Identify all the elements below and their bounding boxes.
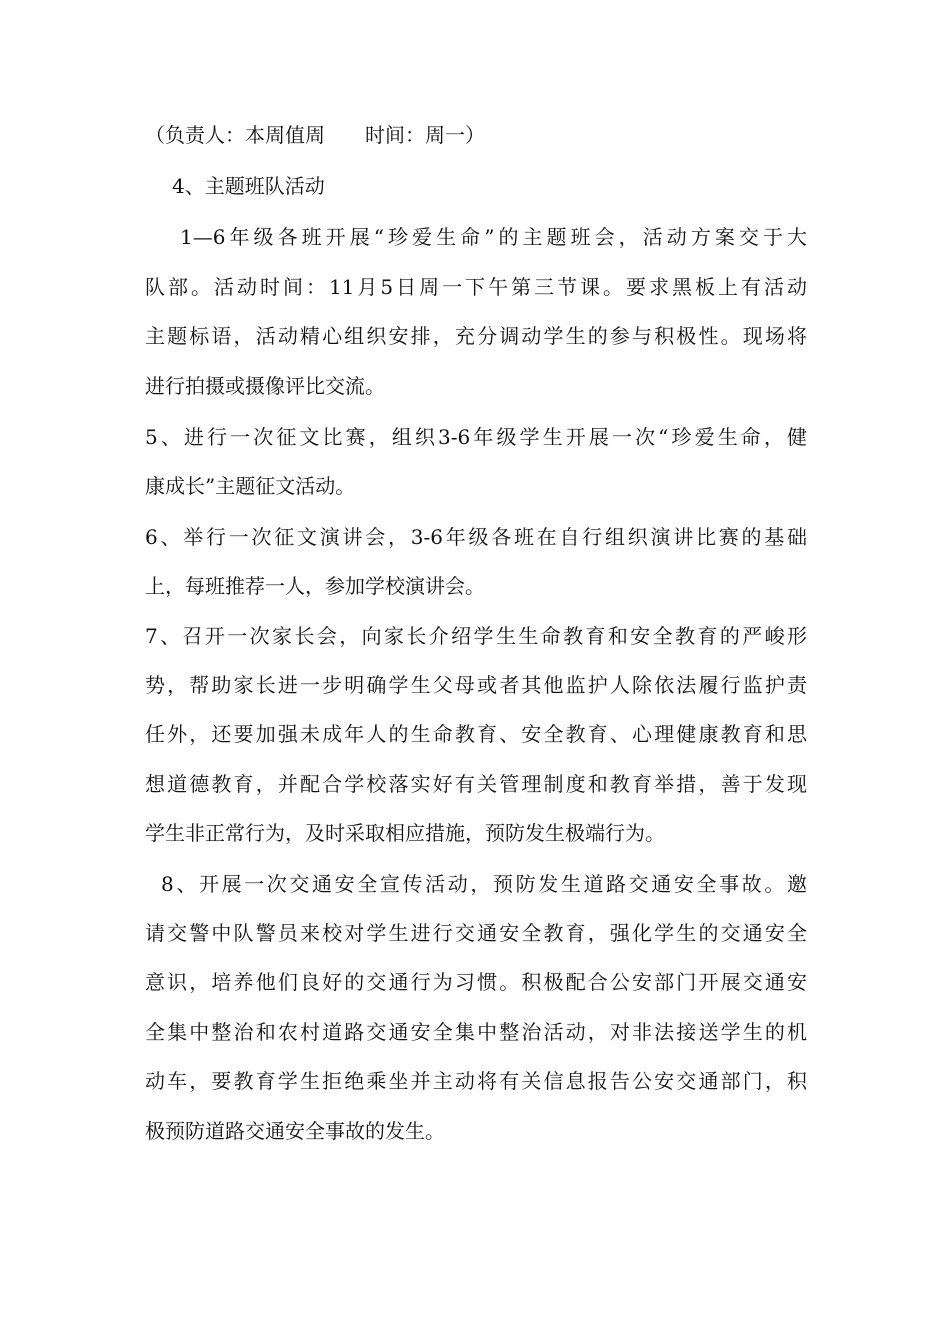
paragraph-8-line-1: 8、开展一次交通安全宣传活动，预防发生道路交通安全事故。邀	[161, 872, 807, 896]
section-heading-4: 4、主题班队活动	[172, 174, 325, 198]
paragraph-4-line-1: 1—6年级各班开展“珍爱生命”的主题班会，活动方案交于大	[180, 225, 807, 249]
paragraph-7-line-4: 想道德教育，并配合学校落实好有关管理制度和教育举措，善于发现	[145, 772, 807, 796]
paragraph-8-line-5: 动车，要教育学生拒绝乘坐并主动将有关信息报告公安交通部门，积	[145, 1069, 807, 1093]
paragraph-7-line-5: 学生非正常行为，及时采取相应措施，预防发生极端行为。	[145, 821, 665, 845]
paragraph-8-line-4: 全集中整治和农村道路交通安全集中整治活动，对非法接送学生的机	[145, 1020, 807, 1044]
paragraph-8-line-2: 请交警中队警员来校对学生进行交通安全教育，强化学生的交通安全	[145, 921, 807, 945]
paragraph-7-line-3: 任外，还要加强未成年人的生命教育、安全教育、心理健康教育和思	[145, 722, 807, 746]
paragraph-8-line-3: 意识，培养他们良好的交通行为习惯。积极配合公安部门开展交通安	[145, 970, 807, 994]
paragraph-7-line-2: 势，帮助家长进一步明确学生父母或者其他监护人除依法履行监护责	[145, 673, 807, 697]
paragraph-5-line-2: 康成长”主题征文活动。	[145, 474, 356, 498]
paragraph-4-line-2: 队部。活动时间：11月5日周一下午第三节课。要求黑板上有活动	[145, 275, 807, 299]
paragraph-4-line-4: 进行拍摄或摄像评比交流。	[145, 374, 385, 398]
paragraph-6-line-2: 上，每班推荐一人，参加学校演讲会。	[145, 574, 485, 598]
paragraph-4-line-3: 主题标语，活动精心组织安排，充分调动学生的参与积极性。现场将	[145, 324, 807, 348]
paragraph-7-line-1: 7、召开一次家长会，向家长介绍学生生命教育和安全教育的严峻形	[145, 624, 807, 648]
paragraph-5-line-1: 5、进行一次征文比赛，组织3-6年级学生开展一次“珍爱生命，健	[145, 425, 807, 449]
paragraph-6-line-1: 6、举行一次征文演讲会，3-6年级各班在自行组织演讲比赛的基础	[145, 525, 807, 549]
paragraph-8-line-6: 极预防道路交通安全事故的发生。	[145, 1119, 445, 1143]
responsible-note: （负责人：本周值周 时间：周一）	[145, 123, 485, 147]
